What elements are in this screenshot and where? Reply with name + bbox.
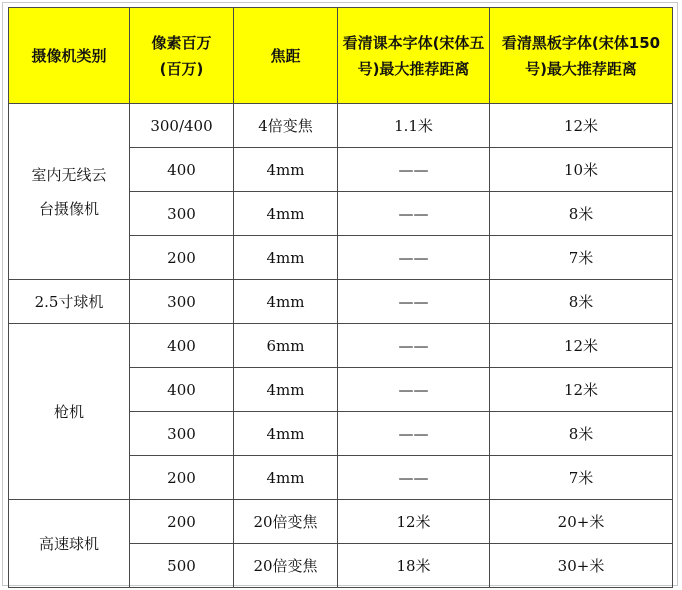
- cell-blackboard-distance: 12米: [490, 368, 673, 412]
- cell-focal-length: 4mm: [234, 192, 338, 236]
- cell-megapixels: 200: [130, 236, 234, 280]
- cell-textbook-distance: ——: [338, 192, 490, 236]
- cell-focal-length: 4倍变焦: [234, 104, 338, 148]
- cell-textbook-distance: 1.1米: [338, 104, 490, 148]
- cell-focal-length: 4mm: [234, 456, 338, 500]
- cell-megapixels: 200: [130, 456, 234, 500]
- cell-focal-length: 20倍变焦: [234, 544, 338, 588]
- cell-megapixels: 400: [130, 148, 234, 192]
- cell-textbook-distance: 12米: [338, 500, 490, 544]
- header-blackboard-distance: 看清黑板字体(宋体150号)最大推荐距离: [490, 8, 673, 104]
- cell-textbook-distance: ——: [338, 412, 490, 456]
- cell-camera-type: 高速球机: [9, 500, 130, 588]
- header-megapixels: 像素百万 (百万): [130, 8, 234, 104]
- header-row: [9, 8, 673, 104]
- cell-focal-length: 4mm: [234, 148, 338, 192]
- cell-textbook-distance: ——: [338, 368, 490, 412]
- cell-blackboard-distance: 30+米: [490, 544, 673, 588]
- cell-megapixels: 300: [130, 192, 234, 236]
- cell-focal-length: 4mm: [234, 280, 338, 324]
- cell-focal-length: 4mm: [234, 368, 338, 412]
- table-row: [9, 324, 673, 368]
- cell-focal-length: 4mm: [234, 236, 338, 280]
- cell-blackboard-distance: 12米: [490, 104, 673, 148]
- header-camera-type: 摄像机类别: [9, 8, 130, 104]
- cell-blackboard-distance: 20+米: [490, 500, 673, 544]
- cell-megapixels: 400: [130, 368, 234, 412]
- header-textbook-distance: 看清课本字体(宋体五号)最大推荐距离: [338, 8, 490, 104]
- cell-blackboard-distance: 8米: [490, 412, 673, 456]
- cell-camera-type: 枪机: [9, 324, 130, 500]
- cell-textbook-distance: ——: [338, 280, 490, 324]
- cell-blackboard-distance: 8米: [490, 192, 673, 236]
- cell-blackboard-distance: 7米: [490, 456, 673, 500]
- cell-blackboard-distance: 12米: [490, 324, 673, 368]
- camera-spec-table: [8, 7, 673, 588]
- cell-megapixels: 200: [130, 500, 234, 544]
- cell-textbook-distance: 18米: [338, 544, 490, 588]
- cell-textbook-distance: ——: [338, 456, 490, 500]
- cell-blackboard-distance: 10米: [490, 148, 673, 192]
- cell-camera-type: 室内无线云 台摄像机: [9, 104, 130, 280]
- cell-megapixels: 400: [130, 324, 234, 368]
- table-body: [9, 104, 673, 588]
- header-focal-length: 焦距: [234, 8, 338, 104]
- table-row: [9, 280, 673, 324]
- table-row: [9, 104, 673, 148]
- table-row: [9, 500, 673, 544]
- cell-focal-length: 6mm: [234, 324, 338, 368]
- cell-blackboard-distance: 8米: [490, 280, 673, 324]
- cell-textbook-distance: ——: [338, 148, 490, 192]
- cell-megapixels: 300: [130, 412, 234, 456]
- cell-focal-length: 4mm: [234, 412, 338, 456]
- cell-megapixels: 500: [130, 544, 234, 588]
- cell-megapixels: 300: [130, 280, 234, 324]
- cell-blackboard-distance: 7米: [490, 236, 673, 280]
- table-header: [9, 8, 673, 104]
- cell-textbook-distance: ——: [338, 236, 490, 280]
- cell-camera-type: 2.5寸球机: [9, 280, 130, 324]
- cell-textbook-distance: ——: [338, 324, 490, 368]
- cell-focal-length: 20倍变焦: [234, 500, 338, 544]
- cell-megapixels: 300/400: [130, 104, 234, 148]
